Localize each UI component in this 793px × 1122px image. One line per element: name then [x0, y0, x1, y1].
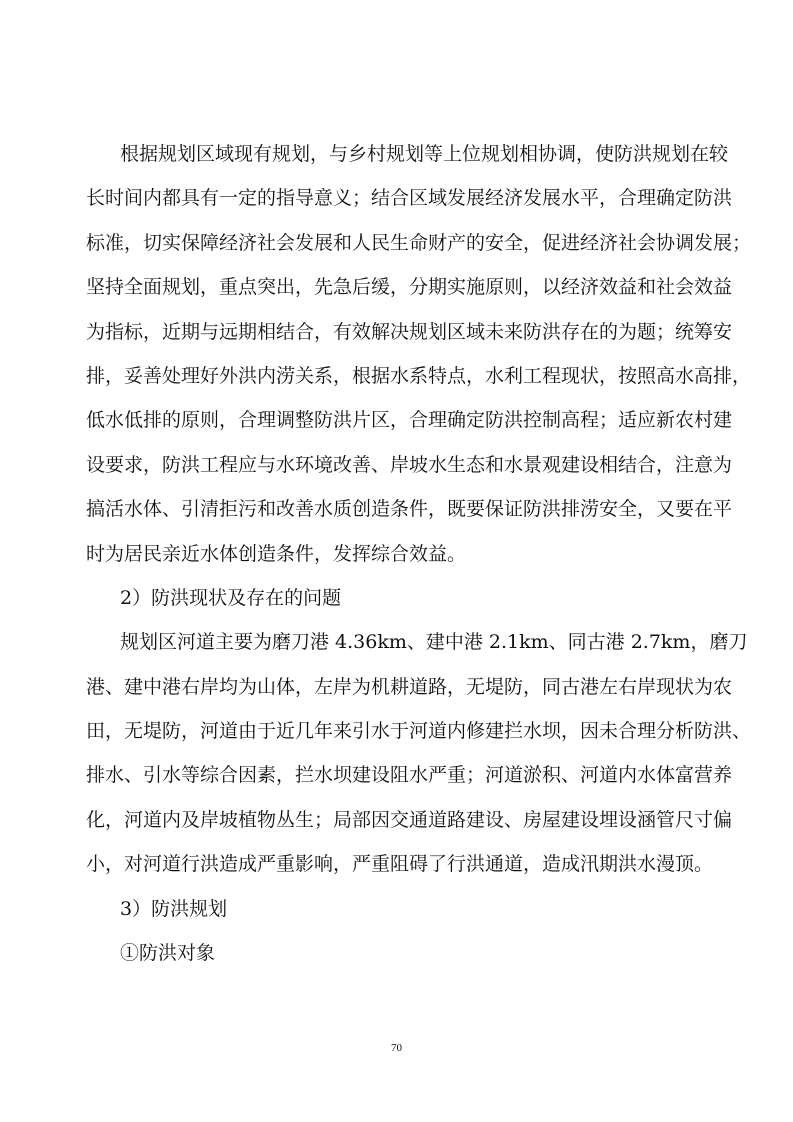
section-heading-flood-status: 2）防洪现状及存在的问题 — [120, 586, 342, 609]
text-line: 长时间内都具有一定的指导意义；结合区域发展经济发展水平，合理确定防洪 — [86, 187, 733, 210]
document-body — [86, 132, 752, 975]
text-line: 标准，切实保障经济社会发展和人民生命财产的安全，促进经济社会协调发展； — [86, 231, 752, 254]
text-line: 坚持全面规划，重点突出，先急后缓，分期实施原则，以经济效益和社会效益 — [86, 276, 733, 299]
text-line: 排，妥善处理好外洪内涝关系，根据水系特点，水利工程现状，按照高水高排， — [86, 364, 752, 387]
text-line: 田，无堤防，河道由于近几年来引水于河道内修建拦水坝，因未合理分析防洪、 — [86, 720, 752, 743]
page-number: 70 — [391, 1042, 402, 1054]
text-line: 化，河道内及岸坡植物丛生；局部因交通道路建设、房屋建设埋设涵管尺寸偏 — [86, 808, 733, 831]
text-line: 小，对河道行洪造成严重影响，严重阻碍了行洪通道，造成汛期洪水漫顶。 — [86, 853, 714, 876]
text-line: 时为居民亲近水体创造条件，发挥综合效益。 — [86, 542, 467, 565]
text-line: 规划区河道主要为磨刀港 4.36km、建中港 2.1km、同古港 2.7km，磨刀 — [120, 631, 748, 654]
text-line: 为指标，近期与远期相结合，有效解决规划区域未来防洪存在的为题；统筹安 — [86, 320, 733, 343]
paragraph-flood-status — [86, 620, 752, 886]
text-line: 设要求，防洪工程应与水环境改善、岸坡水生态和水景观建设相结合，注意为 — [86, 453, 733, 476]
text-line: 根据规划区域现有规划，与乡村规划等上位规划相协调，使防洪规划在较 — [120, 143, 729, 165]
section-heading-flood-plan: 3）防洪规划 — [120, 897, 228, 920]
text-line: 港、建中港右岸均为山体，左岸为机耕道路，无堤防，同古港左右岸现状为农 — [86, 675, 733, 698]
paragraph-planning-principles — [86, 132, 752, 576]
subsection-heading-flood-target: ①防洪对象 — [120, 942, 216, 965]
text-line: 搞活水体、引清拒污和改善水质创造条件，既要保证防洪排涝安全，又要在平 — [86, 498, 733, 521]
text-line: 排水、引水等综合因素，拦水坝建设阻水严重；河道淤积、河道内水体富营养 — [86, 764, 733, 787]
text-line: 低水低排的原则，合理调整防洪片区，合理确定防洪控制高程；适应新农村建 — [86, 409, 733, 432]
